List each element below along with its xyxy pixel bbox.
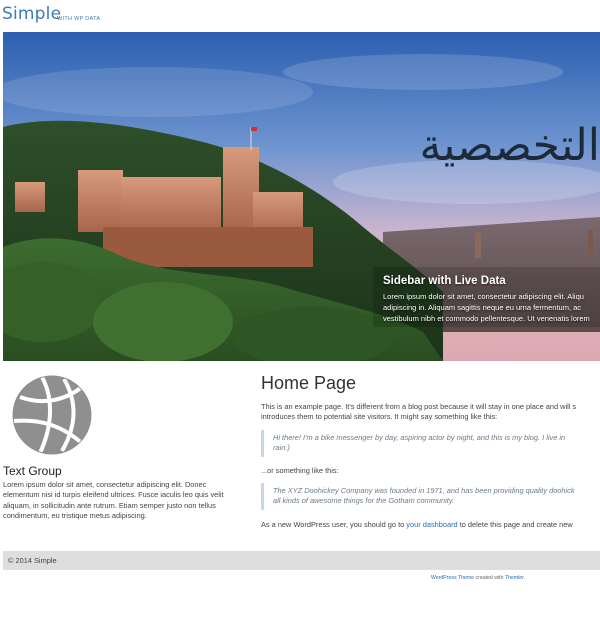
hero-caption-line: adipiscing in. Aliquam sagittis neque eu urna fermentum, ac	[383, 303, 582, 312]
hero-slider[interactable]	[3, 32, 600, 361]
hero-caption-line: Lorem ipsum dolor sit amet, consectetur adipiscing elit. Aliqu	[383, 292, 584, 301]
sidebar-title: Text Group	[3, 464, 62, 478]
hero-arabic-text: التخصصية	[419, 120, 600, 171]
hero-caption-title: Sidebar with Live Data	[383, 275, 506, 287]
dashboard-link[interactable]: your dashboard	[406, 519, 458, 529]
footer	[3, 551, 600, 570]
sidebar-text: Lorem ipsum dolor sit amet, consectetur adipiscing elit. Donec elementum nisi id turpis eleifend ultrices. Fusce iaculis leo quis velit aliquam, in sollicitudin ante rutrum. Etiam semper justo non tellus condimentum, eu tristique metus adipiscing.	[3, 480, 224, 521]
footer-credits	[431, 575, 525, 581]
outro-text: As a new WordPress user, you should go to	[261, 519, 407, 529]
main-content	[261, 373, 600, 543]
outro-paragraph	[261, 520, 600, 530]
intro-line: This is an example page. It's different from a blog post because it will stay in one place and will s	[261, 402, 577, 411]
wordpress-theme-link[interactable]: WordPress Theme	[431, 575, 475, 581]
quote-line: all kinds of awesome things for the Gotham community.	[273, 496, 455, 506]
quote-line: Hi there! I'm a bike messenger by day, aspiring actor by night, and this is my blog. I live in	[273, 432, 566, 442]
credits-text: created with	[474, 575, 505, 581]
hero-caption	[383, 275, 600, 324]
hero-caption-line: vestibulum nibh et commodo pellentesque. Ut venenatis lorem	[383, 314, 590, 323]
blockquote	[261, 430, 600, 457]
site-tagline: WITH WP DATA	[57, 16, 101, 22]
page-title: Home Page	[261, 373, 357, 393]
quote-line: rain.)	[273, 443, 290, 453]
blockquote	[261, 483, 600, 510]
quote-line: The XYZ Doohickey Company was founded in 1971, and has been providing quality doohick	[273, 486, 575, 496]
intro-line: introduces them to potential site visitors. It might say something like this:	[261, 412, 498, 422]
site-header	[0, 0, 600, 32]
outro-text: to delete this page and create new	[457, 519, 573, 529]
or-text: ...or something like this:	[261, 465, 339, 475]
footer-copyright: © 2014 Simple	[8, 556, 57, 565]
basketball-icon	[12, 375, 92, 455]
site-title[interactable]: Simple	[2, 4, 62, 24]
themler-link[interactable]: Themler	[504, 575, 524, 581]
credits-end: .	[523, 575, 526, 581]
